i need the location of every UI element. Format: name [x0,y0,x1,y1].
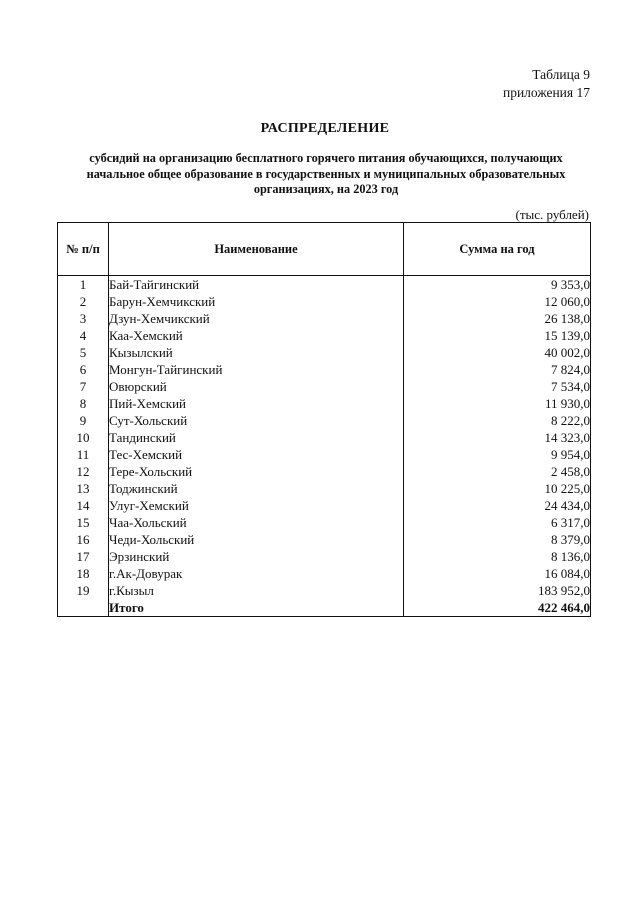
annual-sum: 14 323,0 [404,429,591,446]
table-row [58,480,591,497]
district-name: Тоджинский [109,480,404,497]
district-name: Овюрский [109,378,404,395]
appendix-number: приложения 17 [502,85,590,100]
annual-sum: 8 136,0 [404,548,591,565]
table-row [58,463,591,480]
annual-sum: 2 458,0 [404,463,591,480]
table-row [58,429,591,446]
total-row [58,599,591,617]
document-title: РАСПРЕДЕЛЕНИЕ [260,121,390,136]
row-number: 17 [58,548,109,565]
table-row [58,344,591,361]
row-number: 13 [58,480,109,497]
row-number: 6 [58,361,109,378]
annual-sum: 7 534,0 [404,378,591,395]
table-row [58,327,591,344]
annual-sum: 8 222,0 [404,412,591,429]
district-name: Тере-Хольский [109,463,404,480]
district-name: Пий-Хемский [109,395,404,412]
annual-sum: 7 824,0 [404,361,591,378]
subtitle-line: субсидий на организацию бесплатного горячего питания обучающихся, получающих [89,151,563,165]
unit-label: (тыс. рублей) [515,207,589,222]
table-row [58,378,591,395]
annual-sum: 6 317,0 [404,514,591,531]
annual-sum: 183 952,0 [404,582,591,599]
district-name: Эрзинский [109,548,404,565]
table-row [58,531,591,548]
annual-sum: 15 139,0 [404,327,591,344]
total-sum: 422 464,0 [404,599,591,617]
subsidy-table [57,222,591,617]
district-name: Барун-Хемчикский [109,293,404,310]
table-header-row [58,223,591,276]
district-name: Дзун-Хемчикский [109,310,404,327]
table-row [58,276,591,294]
district-name: Чаа-Хольский [109,514,404,531]
row-number: 4 [58,327,109,344]
row-number: 18 [58,565,109,582]
annual-sum: 12 060,0 [404,293,591,310]
annual-sum: 16 084,0 [404,565,591,582]
annual-sum: 9 353,0 [404,276,591,294]
table-row [58,582,591,599]
district-name: Каа-Хемский [109,327,404,344]
district-name: Чеди-Хольский [109,531,404,548]
annual-sum: 10 225,0 [404,480,591,497]
district-name: Сут-Хольский [109,412,404,429]
table-reference [503,66,590,102]
table-body [58,276,591,617]
row-number: 12 [58,463,109,480]
annual-sum: 9 954,0 [404,446,591,463]
subtitle-line: начальное общее образование в государственных и муниципальных образовательных [86,166,566,181]
column-header-number: № п/п [58,223,109,276]
annual-sum: 40 002,0 [404,344,591,361]
total-label: Итого [109,599,404,617]
annual-sum: 8 379,0 [404,531,591,548]
subtitle-line: организациях, на 2023 год [253,182,399,196]
document-subtitle [70,151,582,198]
table-row [58,565,591,582]
row-number: 3 [58,310,109,327]
row-number: 19 [58,582,109,599]
district-name: Монгун-Тайгинский [109,361,404,378]
column-header-name: Наименование [109,223,404,276]
annual-sum: 26 138,0 [404,310,591,327]
district-name: г.Ак-Довурак [109,565,404,582]
district-name: Улуг-Хемский [109,497,404,514]
row-number: 8 [58,395,109,412]
row-number: 7 [58,378,109,395]
table-row [58,514,591,531]
row-number: 9 [58,412,109,429]
district-name: Тес-Хемский [109,446,404,463]
district-name: г.Кызыл [109,582,404,599]
row-number: 15 [58,514,109,531]
row-number: 16 [58,531,109,548]
row-number: 14 [58,497,109,514]
annual-sum: 11 930,0 [404,395,591,412]
row-number: 1 [58,276,109,294]
column-header-sum: Сумма на год [404,223,591,276]
total-number-cell [58,599,109,617]
annual-sum: 24 434,0 [404,497,591,514]
table-row [58,395,591,412]
table-row [58,293,591,310]
table-row [58,497,591,514]
table-row [58,548,591,565]
row-number: 11 [58,446,109,463]
table-number: Таблица 9 [532,67,590,82]
district-name: Тандинский [109,429,404,446]
row-number: 5 [58,344,109,361]
table-row [58,412,591,429]
district-name: Кызылский [109,344,404,361]
table-row [58,446,591,463]
district-name: Бай-Тайгинский [109,276,404,294]
row-number: 2 [58,293,109,310]
table-row [58,310,591,327]
row-number: 10 [58,429,109,446]
table-row [58,361,591,378]
